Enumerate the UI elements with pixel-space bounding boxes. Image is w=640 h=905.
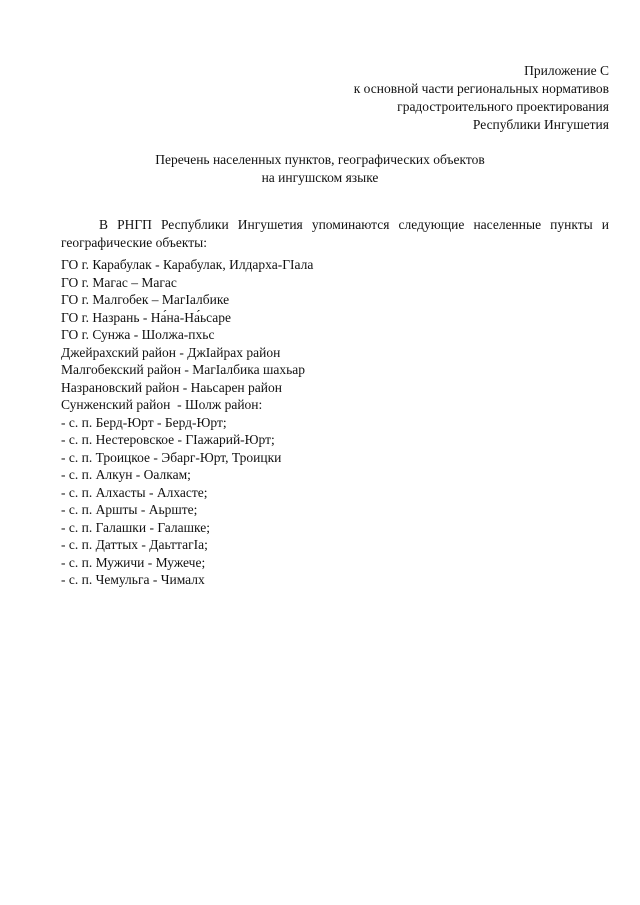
place-name-list: [61, 256, 313, 589]
intro-paragraph: В РНГП Республики Ингушетия упоминаются следующие населенные пункты и географические объекты:: [61, 216, 609, 250]
list-item: - с. п. Берд-Юрт - Берд-Юрт;: [61, 414, 227, 430]
list-item: - с. п. Нестеровское - ГӀажарий-Юрт;: [61, 432, 275, 447]
list-item: - с. п. Мужичи - Мужече;: [61, 554, 206, 570]
list-item: - с. п. Аршты - Аьрште;: [61, 502, 198, 517]
list-item: Джейрахский район - ДжӀайрах район: [61, 344, 281, 360]
appendix-label: Приложение С: [524, 63, 609, 78]
list-item: ГО г. Назрань - На́на-На́ьсаре: [61, 309, 232, 325]
list-item: ГО г. Малгобек – МагӀалбике: [61, 292, 230, 307]
list-item: ГО г. Магас – Магас: [61, 274, 177, 290]
list-item: ГО г. Карабулак - Карабулак, Илдарха-ГӀала: [61, 257, 314, 272]
list-item: Назрановский район - Наьсарен район: [61, 379, 282, 395]
appendix-header: [354, 62, 609, 134]
list-item: - с. п. Алкун - Оалкам;: [61, 467, 191, 482]
document-title-line-2: на ингушском языке: [261, 170, 379, 185]
document-title-line-1: Перечень населенных пунктов, географических объектов: [155, 152, 485, 167]
list-item: - с. п. Троицкое - Эбарг-Юрт, Троицки: [61, 449, 282, 465]
list-item: - с. п. Алхасты - Алхасте;: [61, 484, 208, 500]
list-item: - с. п. Даттых - ДаьттагӀа;: [61, 537, 208, 552]
list-item: ГО г. Сунжа - Шолжа-пхьс: [61, 327, 215, 342]
list-item: Малгобекский район - МагӀалбика шахьар: [61, 362, 305, 377]
list-item: - с. п. Галашки - Галашке;: [61, 519, 210, 535]
list-item: - с. п. Чемульга - Чималх: [61, 572, 205, 587]
appendix-subtitle-line-3: Республики Ингушетия: [472, 117, 609, 132]
appendix-subtitle-line-2: градостроительного проектирования: [397, 99, 609, 114]
document-title: [0, 151, 640, 187]
appendix-subtitle-line-1: к основной части региональных нормативов: [353, 81, 609, 96]
list-item: Сунженский район - Шолж район:: [61, 397, 263, 412]
